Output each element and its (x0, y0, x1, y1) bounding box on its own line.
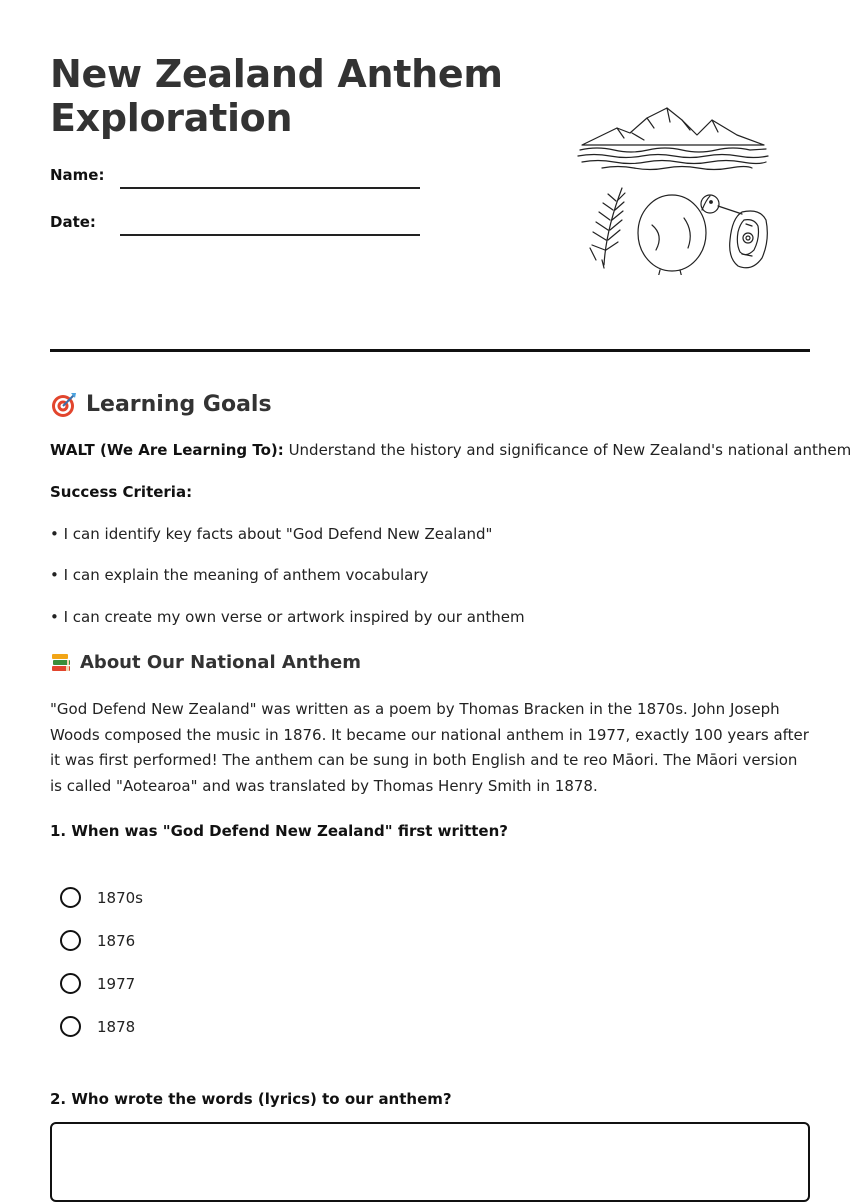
name-label: Name: (50, 166, 105, 184)
radio-button[interactable] (60, 973, 81, 994)
learning-goals-heading: Learning Goals (50, 390, 272, 418)
question-2-answer-input[interactable] (50, 1122, 810, 1202)
waves-icon (578, 148, 768, 170)
mountains-icon (582, 108, 764, 145)
pounamu-icon (730, 211, 768, 268)
question-1-option-2[interactable]: 1876 (60, 930, 135, 951)
name-line[interactable] (120, 187, 420, 189)
radio-button[interactable] (60, 930, 81, 951)
date-label: Date: (50, 213, 96, 231)
criteria-item: • I can identify key facts about "God Defend New Zealand" (50, 525, 493, 543)
question-1-text: 1. When was "God Defend New Zealand" first written? (50, 822, 508, 840)
about-heading: About Our National Anthem (50, 651, 361, 673)
about-paragraph: "God Defend New Zealand" was written as a poem by Thomas Bracken in the 1870s. John Joseph Woods composed the music in 1876. It became our national anthem in 1977, exactly 100 years after it was first performed! The anthem can be sung in both English and te reo Māori. The Māori version is called "Aotearoa" and was translated by Thomas Henry Smith in 1878. (50, 700, 809, 796)
date-line[interactable] (120, 234, 420, 236)
walt-statement (50, 441, 851, 459)
question-1-option-1[interactable]: 1870s (60, 887, 143, 908)
success-criteria-label: Success Criteria: (50, 483, 193, 501)
question-2-text: 2. Who wrote the words (lyrics) to our anthem? (50, 1090, 452, 1108)
question-1-option-3[interactable]: 1977 (60, 973, 135, 994)
radio-button[interactable] (60, 1016, 81, 1037)
fern-icon (590, 188, 625, 268)
target-icon (50, 390, 78, 418)
walt-label: WALT (We Are Learning To): (50, 441, 284, 459)
page-title: New Zealand Anthem Exploration (50, 52, 503, 140)
header-divider (50, 349, 810, 352)
nz-illustration (572, 100, 772, 275)
books-icon (50, 651, 72, 673)
kiwi-bird-icon (638, 195, 742, 275)
criteria-item: • I can explain the meaning of anthem vocabulary (50, 566, 429, 584)
question-1-option-4[interactable]: 1878 (60, 1016, 135, 1037)
walt-text: Understand the history and significance of New Zealand's national anthem (283, 441, 852, 459)
radio-button[interactable] (60, 887, 81, 908)
criteria-item: • I can create my own verse or artwork inspired by our anthem (50, 608, 525, 626)
